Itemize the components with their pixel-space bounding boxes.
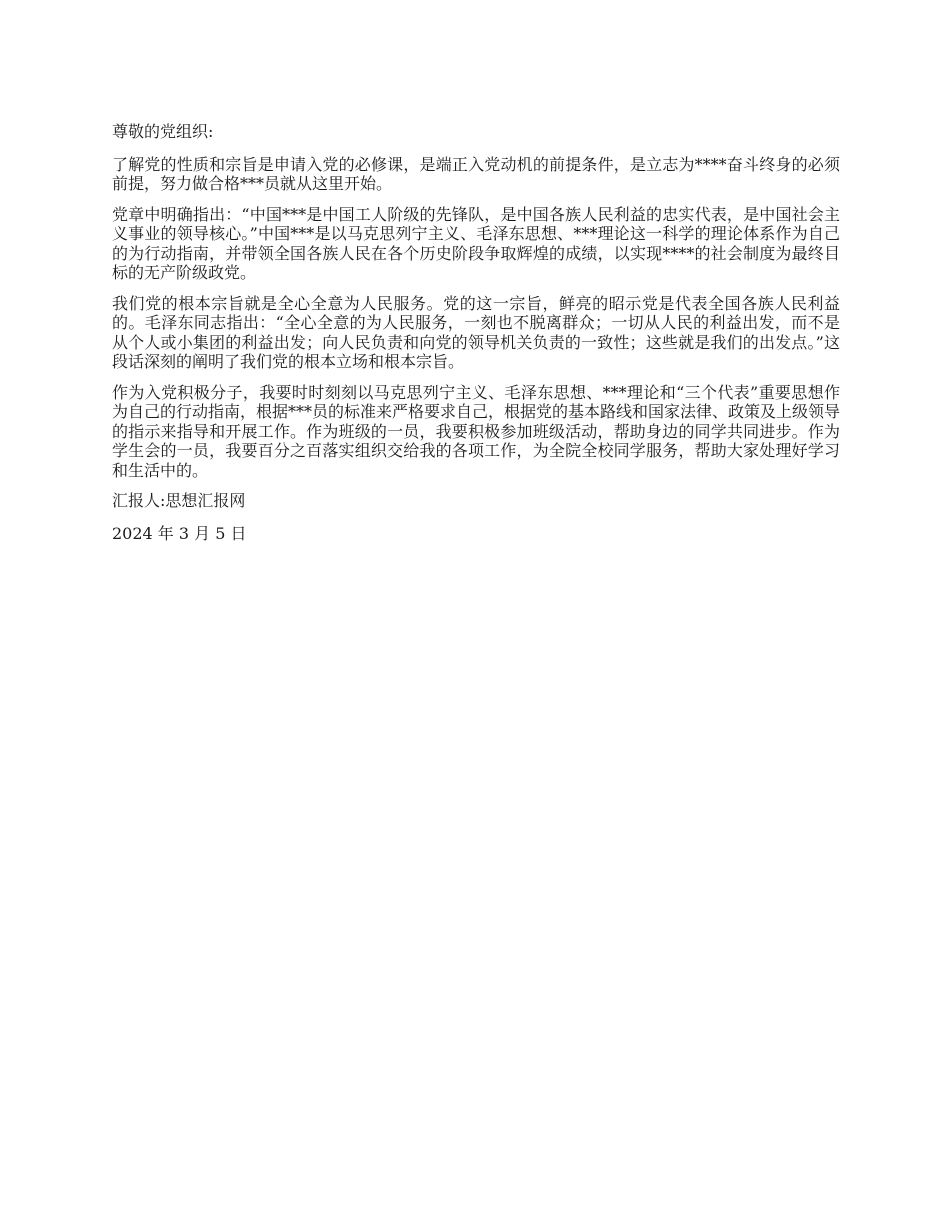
paragraph-1: 了解党的性质和宗旨是申请入党的必修课，是端正入党动机的前提条件，是立志为****奋斗终身的必须前提，努力做合格***员就从这里开始。 <box>112 154 840 193</box>
paragraph-3: 我们党的根本宗旨就是全心全意为人民服务。党的这一宗旨，鲜亮的昭示党是代表全国各族人民利益的。毛泽东同志指出：“全心全意的为人民服务，一刻也不脱离群众；一切从人民的利益出发，而不是从个人或小集团的利益出发；向人民负责和向党的领导机关负责的一致性；这些就是我们的出发点。”这段话深刻的阐明了我们党的根本立场和根本宗旨。 <box>112 293 840 371</box>
salutation: 尊敬的党组织: <box>112 122 214 141</box>
letter-body <box>112 122 840 543</box>
paragraph-2: 党章中明确指出：“中国***是中国工人阶级的先锋队，是中国各族人民利益的忠实代表，是中国社会主义事业的领导核心。”中国***是以马克思列宁主义、毛泽东思想、***理论这一科学的理论体系作为自己的为行动指南，并带领全国各族人民在各个历史阶段争取辉煌的成绩，以实现****的社会制度为最终目标的无产阶级政党。 <box>112 204 840 282</box>
date: 2024 年 3 月 5 日 <box>112 523 247 543</box>
paragraph-4: 作为入党积极分子，我要时时刻刻以马克思列宁主义、毛泽东思想、***理论和“三个代表”重要思想作为自己的行动指南，根据***员的标准来严格要求自己，根据党的基本路线和国家法律、政策及上级领导的指示来指导和开展工作。作为班级的一员，我要积极参加班级活动，帮助身边的同学共同进步。作为学生会的一员，我要百分之百落实组织交给我的各项工作，为全院全校同学服务，帮助大家处理好学习和生活中的。 <box>112 382 841 480</box>
signature: 汇报人:思想汇报网 <box>112 491 246 510</box>
